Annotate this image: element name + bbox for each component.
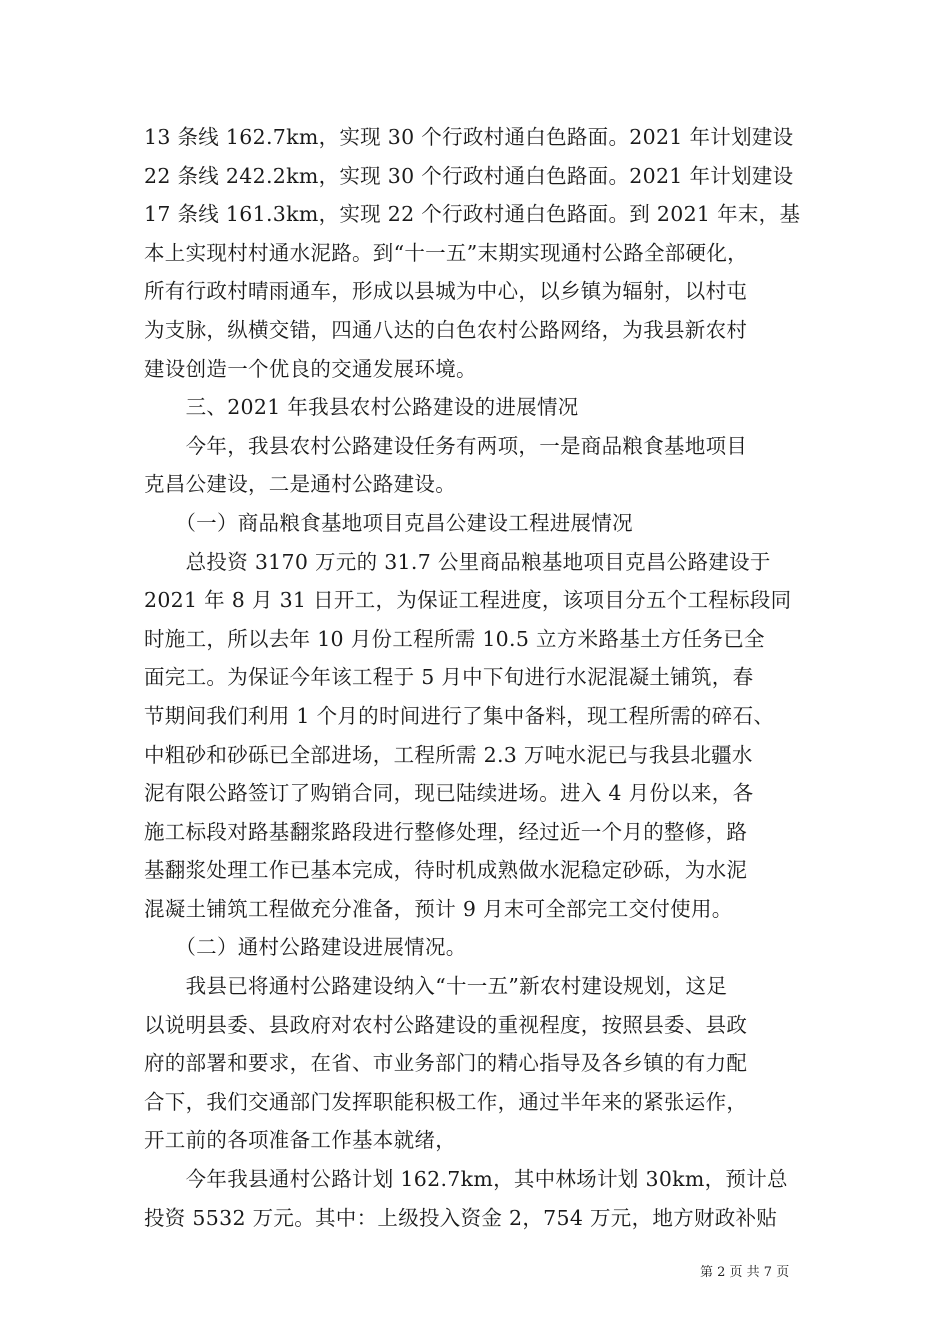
text-line: 施工标段对路基翻浆路段进行整修处理，经过近一个月的整修，路 bbox=[144, 819, 748, 844]
text-line: 总投资 3170 万元的 31.7 公里商品粮基地项目克昌公路建设于 bbox=[144, 549, 771, 574]
text-line: 22 条线 242.2km，实现 30 个行政村通白色路面。2021 年计划建设 bbox=[144, 163, 794, 188]
text-line: 基翻浆处理工作已基本完成，待时机成熟做水泥稳定砂砾，为水泥 bbox=[144, 858, 748, 883]
text-line: 17 条线 161.3km，实现 22 个行政村通白色路面。到 2021 年末，基 bbox=[144, 202, 801, 227]
text-line: 13 条线 162.7km，实现 30 个行政村通白色路面。2021 年计划建设 bbox=[144, 125, 794, 149]
text-line: 中粗砂和砂砾已全部进场，工程所需 2.3 万吨水泥已与我县北疆水 bbox=[144, 742, 753, 767]
text-line: 我县已将通村公路建设纳入“十一五”新农村建设规划，这足 bbox=[144, 974, 728, 999]
text-line: 2021 年 8 月 31 日开工，为保证工程进度，该项目分五个工程标段同 bbox=[144, 588, 792, 613]
document-body bbox=[144, 118, 810, 1237]
text-line: 泥有限公路签订了购销合同，现已陆续进场。进入 4 月份以来，各 bbox=[144, 781, 754, 806]
text-line: 以说明县委、县政府对农村公路建设的重视程度，按照县委、县政 bbox=[144, 1012, 748, 1037]
section-heading: 三、2021 年我县农村公路建设的进展情况 bbox=[144, 395, 579, 420]
text-line: 今年，我县农村公路建设任务有两项，一是商品粮食基地项目 bbox=[144, 433, 748, 458]
text-line: 本上实现村村通水泥路。到“十一五”末期实现通村公路全部硬化， bbox=[144, 240, 748, 265]
text-line: 今年我县通村公路计划 162.7km，其中林场计划 30km，预计总 bbox=[144, 1167, 788, 1192]
text-line: 投资 5532 万元。其中：上级投入资金 2，754 万元，地方财政补贴 bbox=[144, 1205, 778, 1230]
text-line: 时施工，所以去年 10 月份工程所需 10.5 立方米路基土方任务已全 bbox=[144, 626, 765, 651]
text-line: 面完工。为保证今年该工程于 5 月中下旬进行水泥混凝土铺筑，春 bbox=[144, 665, 754, 690]
text-line: 府的部署和要求，在省、市业务部门的精心指导及各乡镇的有力配 bbox=[144, 1051, 748, 1076]
text-line: 所有行政村晴雨通车，形成以县城为中心，以乡镇为辐射，以村屯 bbox=[144, 279, 748, 304]
text-line: 节期间我们利用 1 个月的时间进行了集中备料，现工程所需的碎石、 bbox=[144, 703, 775, 728]
text-line: 混凝土铺筑工程做充分准备，预计 9 月末可全部完工交付使用。 bbox=[144, 896, 733, 921]
text-line: 合下，我们交通部门发挥职能积极工作，通过半年来的紧张运作， bbox=[144, 1089, 748, 1114]
text-line: 为支脉，纵横交错，四通八达的白色农村公路网络，为我县新农村 bbox=[144, 317, 748, 342]
subsection-heading: （二）通村公路建设进展情况。 bbox=[144, 935, 467, 960]
subsection-heading: （一）商品粮食基地项目克昌公建设工程进展情况 bbox=[144, 510, 633, 535]
text-line: 建设创造一个优良的交通发展环境。 bbox=[144, 356, 477, 381]
text-line: 开工前的各项准备工作基本就绪， bbox=[144, 1128, 456, 1153]
text-line: 克昌公建设，二是通村公路建设。 bbox=[144, 472, 456, 497]
page-number-footer: 第 2 页 共 7 页 bbox=[700, 1265, 790, 1280]
